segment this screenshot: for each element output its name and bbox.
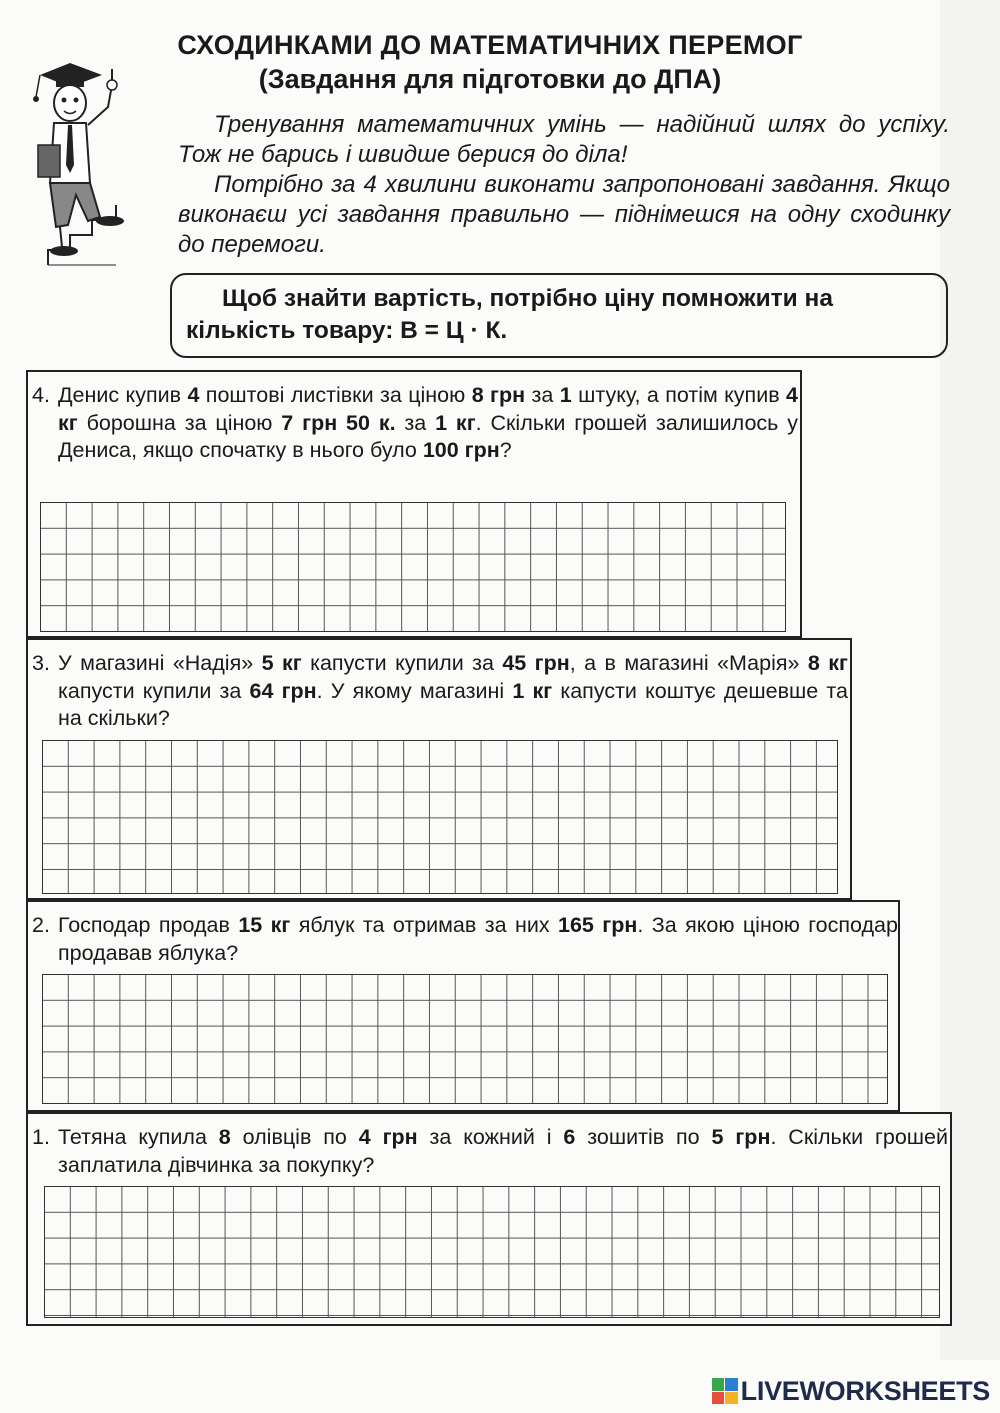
page-title: СХОДИНКАМИ ДО МАТЕМАТИЧНИХ ПЕРЕМОГ: [177, 30, 803, 60]
liveworksheets-logo-icon: [712, 1378, 738, 1404]
task-text-part: капусти купили за: [58, 678, 250, 703]
answer-grid[interactable]: [40, 502, 786, 632]
task-value: 45 грн: [502, 651, 570, 675]
task-value: 1 кг: [435, 410, 476, 435]
task-text-part: за: [395, 410, 436, 435]
task-text-part: олівців по: [230, 1125, 359, 1149]
task-text-part: ?: [499, 438, 512, 462]
task-value: 100 грн: [422, 438, 500, 462]
task-text-part: поштові листівки за ціною: [199, 383, 472, 407]
page-subtitle: (Завдання для підготовки до ДПА): [258, 64, 722, 94]
task-number: 2.: [32, 913, 50, 937]
task-value: 1 кг: [512, 678, 553, 703]
answer-grid[interactable]: [42, 740, 838, 894]
task-text-part: капусти коштує дешевше та на скільки?: [58, 678, 848, 730]
formula-rule-text: Щоб знайти вартість, потрібно ціну помножити на кількість товару: В = Ц · К.: [186, 285, 833, 344]
task-text: [58, 912, 898, 967]
task-value: 8 грн: [471, 383, 526, 407]
task-value: 15 кг: [238, 913, 291, 937]
task-number: 1.: [32, 1125, 50, 1149]
task-value: 4 кг: [58, 383, 798, 435]
answer-grid[interactable]: [44, 1186, 940, 1318]
task-text: [58, 382, 798, 465]
answer-grid[interactable]: [42, 974, 888, 1104]
task-text-part: за кожний і: [417, 1125, 564, 1149]
task-value: 5 кг: [261, 651, 302, 675]
liveworksheets-logo[interactable]: [712, 1373, 990, 1409]
task-text-part: Господар продав: [58, 913, 239, 937]
task-value: 4: [187, 383, 200, 407]
logo-square: [725, 1392, 738, 1405]
task-text-part: зошитів по: [575, 1125, 712, 1149]
task-value: 165 грн: [557, 913, 638, 937]
task-3-card: [26, 638, 852, 900]
task-text-part: , а в магазині «Марія»: [569, 651, 808, 675]
task-value: 64 грн: [249, 678, 317, 703]
task-text-part: яблук та отримав за них: [290, 913, 558, 937]
task-text-part: . Скільки грошей заплатила дівчинка за покупку?: [58, 1125, 949, 1177]
task-text-part: . У якому магазині: [316, 678, 513, 703]
task-text: [58, 650, 848, 733]
task-text: [58, 1124, 948, 1179]
task-value: 8 кг: [807, 651, 848, 675]
logo-square: [725, 1378, 738, 1391]
intro-text: [178, 110, 950, 260]
logo-square: [712, 1392, 725, 1405]
task-value: 6: [563, 1125, 576, 1149]
task-text-part: . За якою ціною господар продавав яблука?: [58, 913, 898, 965]
task-text-part: штуку, а потім купив: [571, 383, 787, 407]
task-value: 4 грн: [358, 1125, 418, 1149]
task-value: 7 грн 50 к.: [281, 410, 396, 435]
task-text-part: . Скільки грошей залишилось у Дениса, якщо спочатку в нього було: [58, 410, 798, 462]
task-text-part: капусти купили за: [301, 651, 503, 675]
task-text-part: борошна за ціною: [77, 410, 282, 435]
intro-paragraph-2: Потрібно за 4 хвилини виконати запропоновані завдання. Якщо виконаєш усі завдання правильно — піднімешся на одну сходинку до перемоги.: [178, 171, 950, 258]
task-4-card: [26, 370, 802, 638]
task-value: 5 грн: [711, 1125, 771, 1149]
task-2-card: [26, 900, 900, 1112]
task-text-part: Денис купив: [58, 383, 188, 407]
task-number: 3.: [32, 651, 50, 675]
task-text-part: за: [525, 383, 560, 407]
brand-name: LIVEWORKSHEETS: [740, 1375, 990, 1406]
task-text-part: У магазині «Надія»: [58, 651, 262, 675]
task-number: 4.: [32, 383, 50, 407]
task-text-part: Тетяна купила: [58, 1125, 219, 1149]
task-value: 1: [559, 383, 572, 407]
task-value: 8: [218, 1125, 231, 1149]
task-1-card: [26, 1112, 952, 1326]
intro-paragraph-1: Тренування математичних умінь — надійний шлях до успіху. Тож не барись і швидше берися до діла!: [178, 111, 950, 168]
formula-rule-box: [170, 273, 948, 358]
logo-square: [712, 1378, 725, 1391]
